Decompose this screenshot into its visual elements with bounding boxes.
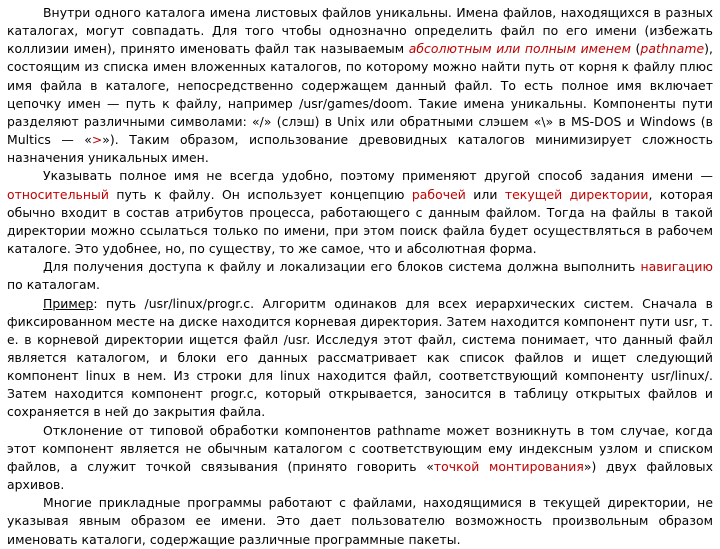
text-run: Внутри одного каталога имена листовых файлов уникальны. Имена файлов, находящихся в разных каталогах, могут совпадать. Для того чтобы однозначно определить файл по его имени (избежать коллизии имен), принято именовать файл так называемым bbox=[7, 5, 713, 57]
text-run: по каталогам. bbox=[7, 277, 101, 293]
text-run: ») двух файловых архивов. bbox=[7, 458, 713, 493]
paragraph-3 bbox=[7, 258, 713, 294]
text-run: Для получения доступа к файлу и локализации его блоков система должна выполнить bbox=[43, 259, 641, 275]
text-run: или bbox=[465, 186, 505, 202]
text-run: > bbox=[91, 132, 103, 148]
paragraph-4 bbox=[7, 295, 713, 422]
document-body bbox=[7, 4, 713, 549]
text-run: путь к файлу. Он использует концепцию bbox=[109, 186, 412, 202]
paragraph-5 bbox=[7, 422, 713, 495]
text-run: , которая обычно входит в состав атрибутов процесса, работающего с данным файлом. Тогда на файлы в такой директории можно ссылаться только по имени, при этом поиск файла будет осуществляться в рабочем каталоге. Это удобнее, но, по существу, то же самое, что и абсолютная форма. bbox=[7, 186, 713, 257]
text-run: текущей директории bbox=[504, 186, 649, 202]
text-run: относительный bbox=[7, 186, 109, 202]
text-run: ( bbox=[630, 41, 641, 57]
paragraph-1 bbox=[7, 4, 713, 167]
text-run: точкой монтирования bbox=[433, 458, 584, 474]
text-run: ), состоящим из списка имен вложенных каталогов, по которому можно найти путь от корня к файлу плюс имя файла в каталоге, непосредственно содержащем данный файл. То есть полное имя включает цепочку имен — путь к файлу, например /usr/games/doom. Такие имена уникальны. Компоненты пути разделяют различными символами: «/» (слэш) в Unix или обратными слэшем «\» в MS-DOS и Windows (в Multics — « bbox=[7, 41, 714, 148]
text-run: Отклонение от типовой обработки компонентов pathname может возникнуть в том случае, когда этот компонент является не обычным каталогом с соответствующим ему индексным узлом и списком файлов, а служит точкой связывания (принято говорить « bbox=[7, 422, 713, 474]
text-run: рабочей bbox=[411, 186, 466, 202]
text-run: навигацию bbox=[640, 259, 713, 275]
paragraph-6 bbox=[7, 494, 713, 548]
text-run: »). Таким образом, использование древовидных каталогов минимизирует сложность назначения уникальных имен. bbox=[7, 132, 713, 166]
text-run: : путь /usr/linux/progr.c. Алгоритм одинаков для всех иерархических систем. Сначала в фиксированном месте на диске находится корневая директория. Затем находится компонент пути usr, т. е. в корневой директории ищется файл /usr. Исследуя этот файл, система понимает, что данный файл является каталогом, и блоки его данных рассматривает как список файлов и ищет следующий компонент linux в нем. Из строки для linux находится файл, соответствующий компоненту usr/linux/. Затем находится компонент progr.c, который открывается, заносится в таблицу открытых файлов и сохраняется в ней до закрытия файла. bbox=[7, 295, 713, 420]
text-run: Пример bbox=[43, 295, 94, 311]
text-run: Многие прикладные программы работают с файлами, находящимися в текущей директории, не указывая явным образом ее имени. Это дает пользователю возможность произвольным образом именовать каталоги, содержащие различные программные пакеты. bbox=[7, 495, 713, 547]
text-run: Указывать полное имя не всегда удобно, поэтому применяют другой способ задания имени — bbox=[43, 168, 713, 184]
text-run: pathname bbox=[640, 41, 705, 57]
text-run: абсолютным или полным именем bbox=[408, 41, 631, 57]
paragraph-2 bbox=[7, 167, 713, 258]
